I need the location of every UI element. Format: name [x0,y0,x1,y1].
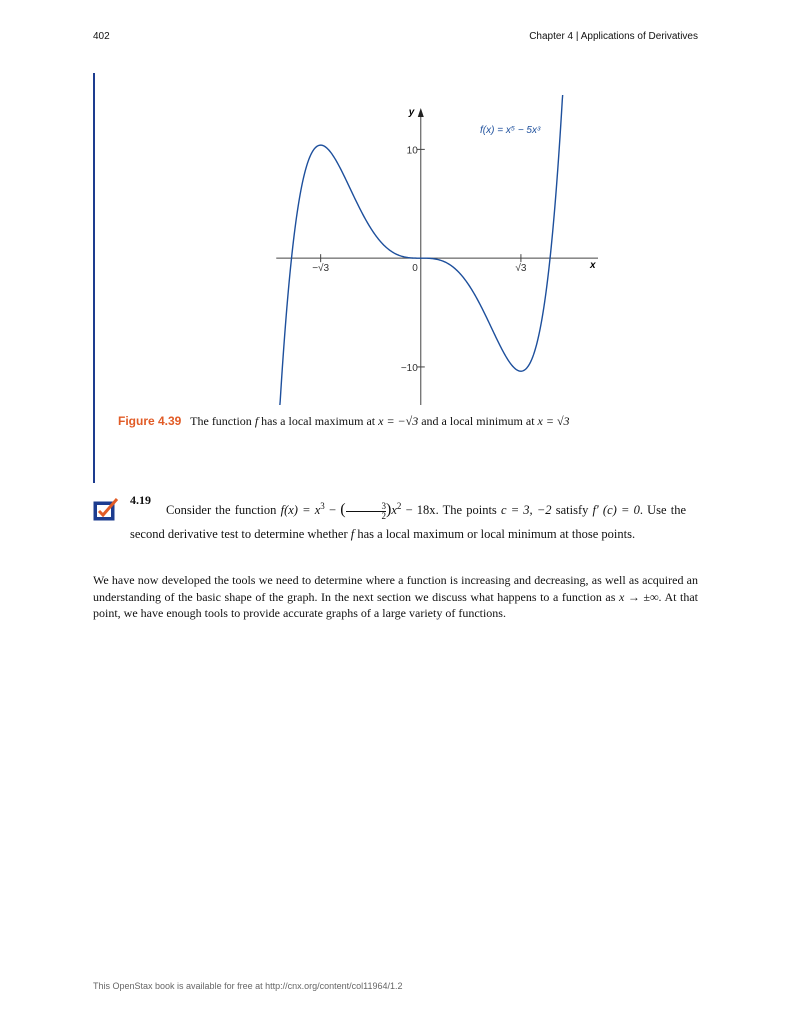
x-axis-label: x [590,260,596,272]
x-tick-label: √3 [515,263,527,275]
figure-label: Figure 4.39 [118,414,182,428]
body-paragraph [93,572,698,622]
exercise-number: 4.19 [130,493,151,507]
ex-fraction [346,502,387,521]
ex-text-5: second derivative test to determine whether [130,527,348,542]
ex-text-2: . The points [435,503,497,518]
caption-text-c: and a local minimum at [421,414,535,428]
ex-func-lhs: f(x) = x [280,503,321,518]
ex-exp3: 3 [320,501,325,511]
ex-text-3: satisfy [555,503,589,518]
function-label: f(x) = x⁵ − 5x³ [480,125,541,136]
footer-link-text: This OpenStax book is available for free at http://cnx.org/content/col11964/1.2 [93,981,403,991]
ex-text-6: has a local maximum or local minimum at those points. [357,527,636,542]
body-limit: x → ±∞ [618,589,659,604]
running-head: Chapter 4 | Applications of Derivatives [529,31,698,42]
ex-tail: − 18x [401,503,436,518]
y-axis-label: y [408,107,415,118]
ex-minus: − [324,503,341,518]
caption-eq-min: x = √3 [537,414,570,428]
x-tick-label: 0 [412,263,418,275]
caption-text-b: has a local maximum at [261,414,376,428]
figure-caption [118,414,570,429]
exercise-text: Consider the function $f(x) = x^3$ − ( $\frac{3}{2}$ )$x^2 - 18x$. The points c = 3, −2 satisfy f′ (c) = 0. Use the second derivative test to determine whether f has a local maximum or local minimum at those points. [130,500,686,542]
ex-x2: x [391,503,397,518]
x-tick-label: −√3 [312,263,330,275]
ex-points: c = 3, −2 [500,503,552,518]
function-graph [230,95,600,405]
y-tick-label: −10 [400,362,418,374]
ex-var-f: f [350,527,355,542]
caption-eq-max: x = −√3 [378,414,419,428]
page-number: 402 [93,31,110,42]
caption-text-a: The function [190,414,252,428]
ex-text-4: . Use the [639,503,686,518]
caption-var-f: f [254,414,259,428]
exercise-checkmark-icon [93,497,119,521]
ex-frac-num: 3 [346,502,387,512]
y-tick-label: 10 [406,145,418,157]
ex-exp2: 2 [396,501,402,511]
ex-deriv: f′ (c) = 0 [592,503,640,518]
body-text-1: We have now developed the tools we need to determine where a function is increasing and decreasing, as well as acquired an understanding of the basic shape of the graph. In the next section we discuss what happens to a function as [93,573,698,604]
body-text-2: . At that point, we have enough tools to provide accurate graphs of a large variety of functions. [93,589,698,620]
figure-rule [93,73,95,483]
ex-frac-den: 2 [381,510,387,521]
y-axis-arrow [418,108,424,117]
ex-text-1: Consider the function [166,503,277,518]
ticks [312,145,527,374]
